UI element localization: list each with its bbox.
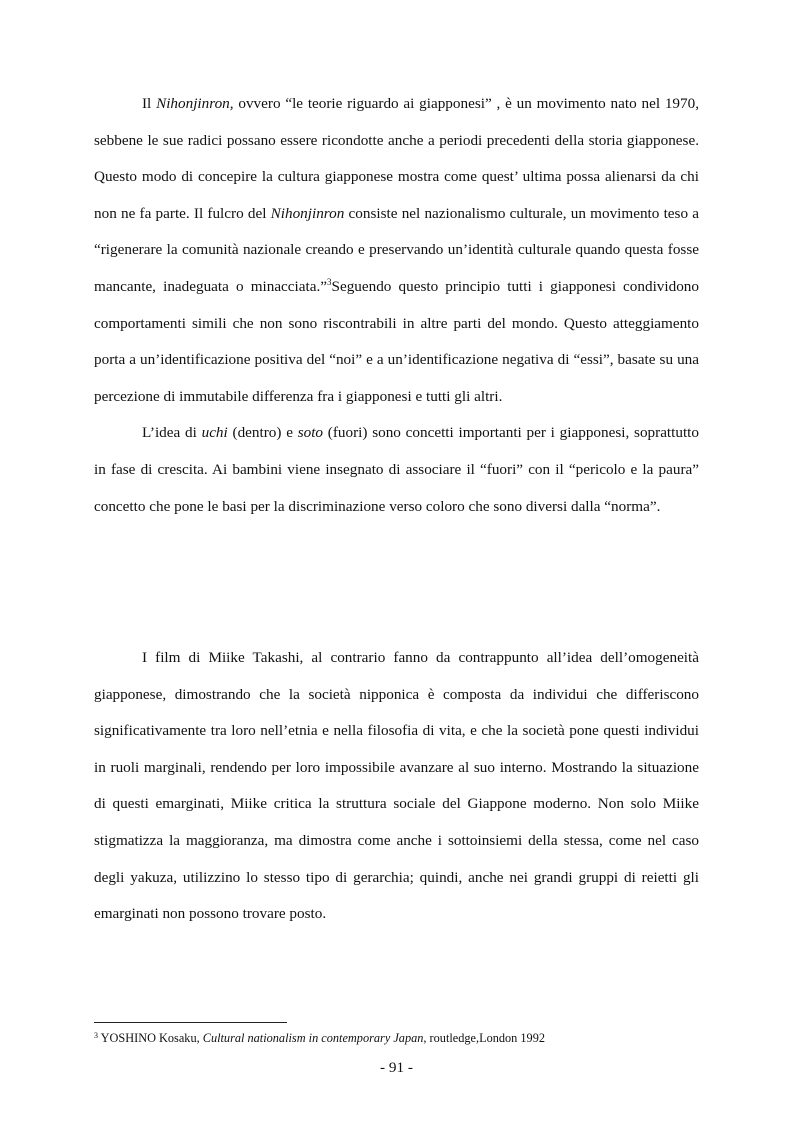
body-text-section-2	[94, 640, 699, 933]
footnote-title: Cultural nationalism in contemporary Japan	[202, 1031, 424, 1045]
footnote-divider	[94, 1022, 287, 1023]
paragraph-nihonjinron: Il Nihonjinron, ovvero “le teorie riguardo ai giapponesi” , è un movimento nato nel 1970, sebbene le sue radici possano essere ricondotte anche a periodi precedenti della storia giapponese. Questo modo di concepire la cultura giapponese mostra come quest’ ultima possa alienarsi da chi non ne fa parte. Il fulcro del Nihonjinron consiste nel nazionalismo culturale, un movimento teso a “rigenerare la comunità nazionale creando e preservando un’identità culturale quando questa fosse mancante, inadeguata o minacciata.”$^3$Seguendo questo principio tutti i giapponesi condividono comportamenti simili che non sono riscontrabili in altre parti del mondo. Questo atteggiamento porta a un’identificazione positiva del “noi” e a un’identificazione negativa di “essi”, basate su una percezione di immutabile differenza fra i giapponesi e tutti gli altri.	[94, 95, 700, 405]
footnote-publisher: , routledge,London 1992	[423, 1031, 545, 1045]
term-nihonjinron: Nihonjinron,	[156, 95, 234, 112]
term-soto: soto	[297, 424, 324, 442]
paragraph-uchi-soto: L’idea di uchi (dentro) e soto (fuori) sono concetti importanti per i giapponesi, soprattutto in fase di crescita. Ai bambini viene insegnato di associare il “fuori” con il “pericolo e la paura” concetto che pone le basi per la discriminazione verso coloro che sono diversi dalla “norma”.	[94, 424, 699, 515]
body-text-section-1	[94, 86, 699, 525]
footnote-author: YOSHINO Kosaku,	[98, 1031, 203, 1045]
term-nihonjinron: Nihonjinron	[270, 204, 345, 222]
footnote	[94, 1030, 699, 1046]
footnote-number: 3	[94, 1031, 98, 1040]
page-number: - 91 -	[380, 1059, 413, 1076]
footnote-reference[interactable]: 3	[327, 276, 332, 287]
paragraph-miike-takashi: I film di Miike Takashi, al contrario fanno da contrappunto all’idea dell’omogeneità giapponese, dimostrando che la società nipponica è composta da individui che differiscono significativamente tra loro nell’etnia e nella filosofia di vita, e che la società pone questi individui in ruoli marginali, rendendo per loro impossibile avanzare al suo interno. Mostrando la situazione di questi emarginati, Miike critica la struttura sociale del Giappone moderno. Non solo Miike stigmatizza la maggioranza, ma dimostra come anche i sottoinsiemi della stessa, come nel caso degli yakuza, utilizzino lo stesso tipo di gerarchia; quindi, anche nei grandi gruppi di reietti gli emarginati non possono trovare posto.	[94, 649, 699, 923]
term-uchi: uchi	[201, 424, 228, 442]
